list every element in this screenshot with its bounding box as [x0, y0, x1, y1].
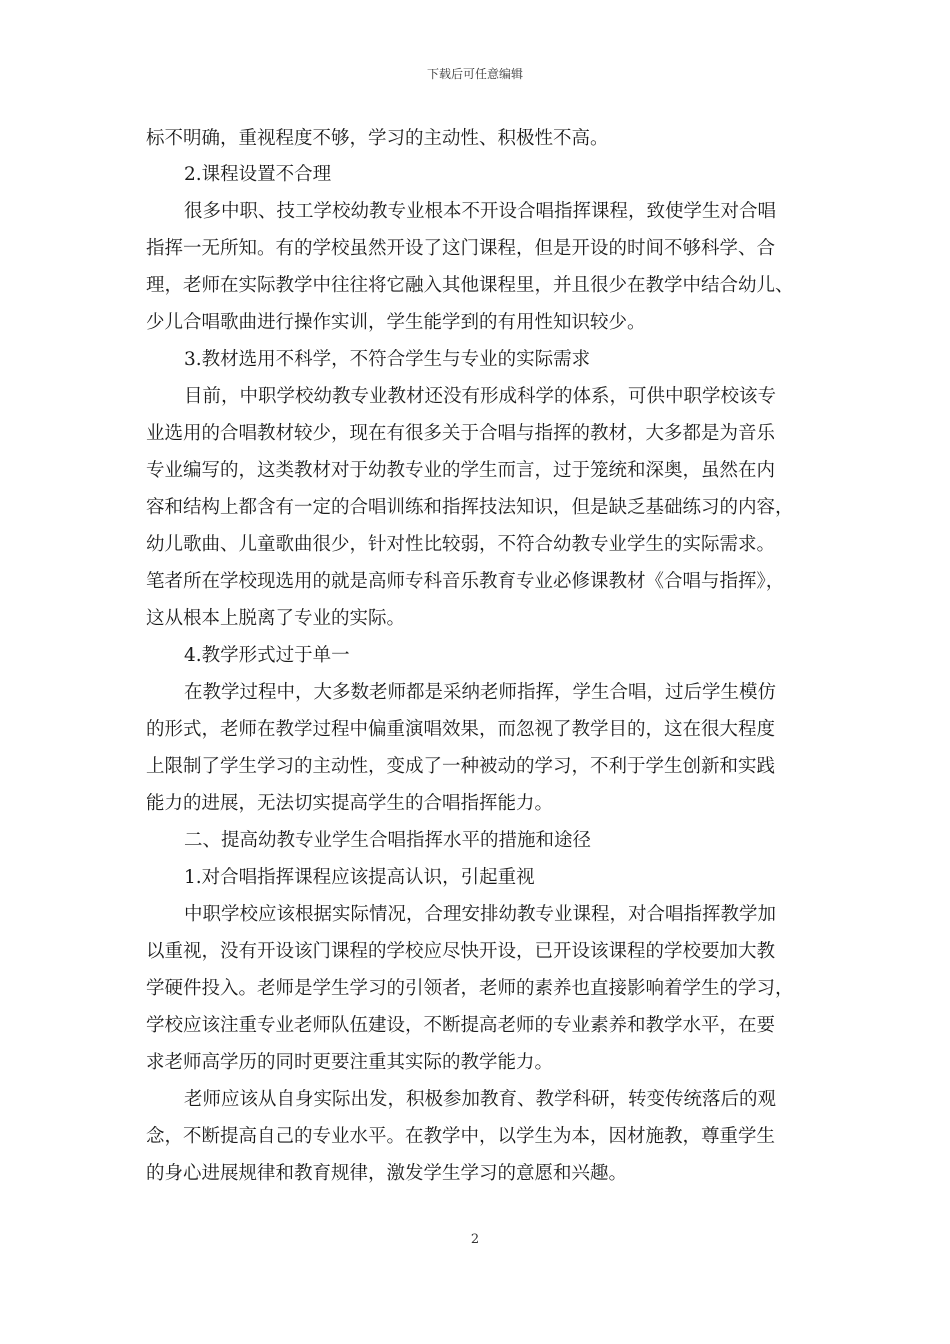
body-line: 求老师高学历的同时更要注重其实际的教学能力。	[146, 1052, 554, 1073]
body-line: 专业编写的，这类教材对于幼教专业的学生而言，过于笼统和深奥，虽然在内	[146, 460, 776, 481]
section-heading: 1.对合唱指挥课程应该提高认识，引起重视	[184, 867, 535, 888]
body-line: 幼儿歌曲、儿童歌曲很少，针对性比较弱，不符合幼教专业学生的实际需求。	[146, 534, 776, 555]
body-line: 以重视，没有开设该门课程的学校应尽快开设，已开设该课程的学校要加大教	[146, 941, 776, 962]
paragraph-first-line: 在教学过程中，大多数老师都是采纳老师指挥，学生合唱，过后学生模仿	[184, 682, 777, 703]
body-line: 标不明确，重视程度不够，学习的主动性、积极性不高。	[146, 128, 609, 149]
body-line: 这从根本上脱离了专业的实际。	[146, 608, 406, 629]
section-heading: 3.教材选用不科学，不符合学生与专业的实际需求	[184, 349, 591, 370]
body-line: 指挥一无所知。有的学校虽然开设了这门课程，但是开设的时间不够科学、合	[146, 238, 776, 259]
body-line: 能力的进展，无法切实提高学生的合唱指挥能力。	[146, 793, 554, 814]
paragraph-first-line: 老师应该从自身实际出发，积极参加教育、教学科研，转变传统落后的观	[184, 1089, 777, 1110]
body-line: 业选用的合唱教材较少，现在有很多关于合唱与指挥的教材，大多都是为音乐	[146, 423, 776, 444]
body-line: 少儿合唱歌曲进行操作实训，学生能学到的有用性知识较少。	[146, 312, 646, 333]
paragraph-first-line: 中职学校应该根据实际情况，合理安排幼教专业课程，对合唱指挥教学加	[184, 904, 777, 925]
body-line: 学校应该注重专业老师队伍建设，不断提高老师的专业素养和教学水平，在要	[146, 1015, 776, 1036]
page-number: 2	[470, 1232, 480, 1247]
body-line: 容和结构上都含有一定的合唱训练和指挥技法知识，但是缺乏基础练习的内容，	[146, 497, 794, 518]
body-line: 上限制了学生学习的主动性，变成了一种被动的学习，不利于学生创新和实践	[146, 756, 776, 777]
body-line: 的身心进展规律和教育规律，激发学生学习的意愿和兴趣。	[146, 1163, 628, 1184]
body-line: 学硬件投入。老师是学生学习的引领者，老师的素养也直接影响着学生的学习，	[146, 978, 794, 999]
section-heading: 2.课程设置不合理	[184, 164, 332, 185]
section-heading: 4.教学形式过于单一	[184, 645, 350, 666]
body-line: 理，老师在实际教学中往往将它融入其他课程里，并且很少在教学中结合幼儿、	[146, 275, 794, 296]
chapter-heading: 二、提高幼教专业学生合唱指挥水平的措施和途径	[184, 830, 592, 851]
body-line: 念，不断提高自己的专业水平。在教学中，以学生为本，因材施教，尊重学生	[146, 1126, 776, 1147]
body-line: 的形式，老师在教学过程中偏重演唱效果，而忽视了教学目的，这在很大程度	[146, 719, 776, 740]
paragraph-first-line: 目前，中职学校幼教专业教材还没有形成科学的体系，可供中职学校该专	[184, 386, 777, 407]
paragraph-first-line: 很多中职、技工学校幼教专业根本不开设合唱指挥课程，致使学生对合唱	[184, 201, 777, 222]
page-header: 下载后可任意编辑	[426, 67, 523, 81]
body-line: 笔者所在学校现选用的就是高师专科音乐教育专业必修课教材《合唱与指挥》，	[146, 571, 785, 592]
